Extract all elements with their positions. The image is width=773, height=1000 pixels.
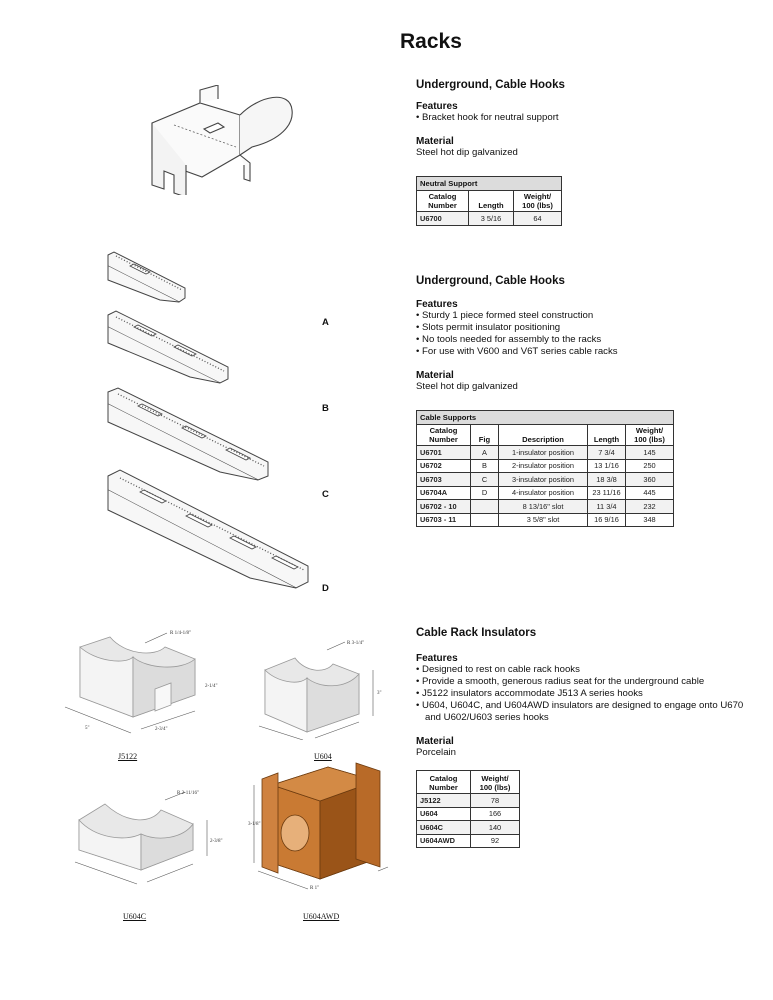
table-cell: 140 xyxy=(471,821,520,835)
table-cell: 1-insulator position xyxy=(499,446,588,460)
cable-support-b-illustration xyxy=(100,305,235,390)
table-row xyxy=(417,834,520,848)
material-label: Material xyxy=(416,370,454,381)
table-row xyxy=(417,794,520,808)
features-label: Features xyxy=(416,101,458,112)
table-caption: Neutral Support xyxy=(417,177,562,191)
table-cell: A xyxy=(471,446,499,460)
svg-text:5": 5" xyxy=(85,726,90,731)
bracket-hook-illustration xyxy=(140,85,300,195)
table-cell: 16 9/16 xyxy=(588,513,626,527)
table-cell: 445 xyxy=(626,486,674,500)
table-cell xyxy=(471,513,499,527)
table-cell: 92 xyxy=(471,834,520,848)
table-cell: U604C xyxy=(417,821,471,835)
table-row xyxy=(417,500,674,514)
table-cell: 18 3/8 xyxy=(588,473,626,487)
col-header-length: Length xyxy=(588,425,626,446)
insulator-u604-illustration xyxy=(255,630,395,740)
table-cell: 3 5/8" slot xyxy=(499,513,588,527)
col-header-catalog: Catalog Number xyxy=(417,771,471,794)
feature-item: • For use with V600 and V6T series cable racks xyxy=(416,346,766,358)
svg-text:2-3/8": 2-3/8" xyxy=(210,839,223,844)
table-cell: C xyxy=(471,473,499,487)
table-row xyxy=(417,473,674,487)
col-header-description: Description xyxy=(499,425,588,446)
insulators-table xyxy=(416,770,520,848)
col-header-catalog: Catalog Number xyxy=(417,425,471,446)
svg-text:R 1/4-1/8": R 1/4-1/8" xyxy=(170,631,192,636)
table-row xyxy=(417,821,520,835)
material-label: Material xyxy=(416,136,454,147)
features-label: Features xyxy=(416,653,458,664)
features-list xyxy=(416,310,766,358)
svg-text:R 3-1/4": R 3-1/4" xyxy=(347,641,365,646)
table-cell: U604AWD xyxy=(417,834,471,848)
section-title: Cable Rack Insulators xyxy=(416,627,537,639)
col-header-length: Length xyxy=(469,191,514,212)
section-rack-insulators xyxy=(416,627,761,759)
features-list xyxy=(416,112,756,124)
material-label: Material xyxy=(416,736,454,747)
svg-text:2-1/4": 2-1/4" xyxy=(205,684,218,689)
table-cell: 3 5/16 xyxy=(469,212,514,226)
section-title: Underground, Cable Hooks xyxy=(416,79,565,91)
table-cell: 64 xyxy=(514,212,562,226)
table-cell: B xyxy=(471,459,499,473)
table-cell xyxy=(471,500,499,514)
material-value: Steel hot dip galvanized xyxy=(416,147,518,158)
insulator-j5122-illustration xyxy=(55,625,240,740)
neutral-support-table xyxy=(416,176,562,226)
col-header-weight: Weight/ 100 (lbs) xyxy=(471,771,520,794)
table-cell: U6702 xyxy=(417,459,471,473)
table-cell: D xyxy=(471,486,499,500)
svg-text:3": 3" xyxy=(377,691,382,696)
feature-item: • Bracket hook for neutral support xyxy=(416,112,756,124)
feature-item: • No tools needed for assembly to the racks xyxy=(416,334,766,346)
section-neutral-support xyxy=(416,79,756,159)
table-cell: 7 3/4 xyxy=(588,446,626,460)
table-row xyxy=(417,459,674,473)
cable-support-d-illustration xyxy=(100,462,315,597)
features-list xyxy=(416,664,761,724)
caption-u604c: U604C xyxy=(123,912,147,921)
figure-letter-d: D xyxy=(322,583,329,594)
table-cell: 232 xyxy=(626,500,674,514)
table-cell: 360 xyxy=(626,473,674,487)
feature-item: • U604, U604C, and U604AWD insulators are designed to engage onto U670 and U602/U603 series hooks xyxy=(416,700,761,724)
caption-u604awd: U604AWD xyxy=(303,912,340,921)
insulator-u604c-illustration xyxy=(65,780,225,895)
table-cell: U6702 - 10 xyxy=(417,500,471,514)
feature-item: • Provide a smooth, generous radius seat for the underground cable xyxy=(416,676,761,688)
table-cell: U6704A xyxy=(417,486,471,500)
feature-item: • Sturdy 1 piece formed steel construction xyxy=(416,310,766,322)
caption-j5122: J5122 xyxy=(118,752,138,761)
table-cell: 23 11/16 xyxy=(588,486,626,500)
table-row xyxy=(417,446,674,460)
insulator-u604awd-illustration xyxy=(248,755,398,895)
table-cell: 166 xyxy=(471,807,520,821)
col-header-weight: Weight/ 100 (lbs) xyxy=(626,425,674,446)
cable-support-a-illustration xyxy=(100,250,195,310)
col-header-fig: Fig xyxy=(471,425,499,446)
col-header-catalog: Catalog Number xyxy=(417,191,469,212)
table-cell: 250 xyxy=(626,459,674,473)
table-cell: 78 xyxy=(471,794,520,808)
feature-item: • Designed to rest on cable rack hooks xyxy=(416,664,761,676)
section-cable-supports xyxy=(416,275,766,393)
table-cell: U6701 xyxy=(417,446,471,460)
section-title: Underground, Cable Hooks xyxy=(416,275,565,287)
svg-text:3-1/8": 3-1/8" xyxy=(248,822,261,827)
table-cell: U6703 xyxy=(417,473,471,487)
caption-u604: U604 xyxy=(314,752,332,761)
table-cell: 145 xyxy=(626,446,674,460)
material-value: Porcelain xyxy=(416,747,456,758)
table-row xyxy=(417,212,562,226)
figure-letter-c: C xyxy=(322,489,329,500)
figure-letter-a: A xyxy=(322,317,329,328)
svg-text:R 2-11/16": R 2-11/16" xyxy=(177,791,199,796)
table-cell: U604 xyxy=(417,807,471,821)
material-value: Steel hot dip galvanized xyxy=(416,381,518,392)
features-label: Features xyxy=(416,299,458,310)
table-row xyxy=(417,807,520,821)
table-cell: 13 1/16 xyxy=(588,459,626,473)
table-cell: 3-insulator position xyxy=(499,473,588,487)
table-row xyxy=(417,513,674,527)
table-cell: J5122 xyxy=(417,794,471,808)
feature-item: • Slots permit insulator positioning xyxy=(416,322,766,334)
cable-supports-table xyxy=(416,410,674,527)
svg-text:R 1": R 1" xyxy=(310,886,320,891)
svg-text:2-3/4": 2-3/4" xyxy=(155,727,168,732)
table-cell: 11 3/4 xyxy=(588,500,626,514)
table-cell: 2-insulator position xyxy=(499,459,588,473)
col-header-weight: Weight/ 100 (lbs) xyxy=(514,191,562,212)
feature-item: • J5122 insulators accommodate J513 A series hooks xyxy=(416,688,761,700)
table-cell: U6703 - 11 xyxy=(417,513,471,527)
table-cell: 4-insulator position xyxy=(499,486,588,500)
table-row xyxy=(417,486,674,500)
table-cell: 8 13/16" slot xyxy=(499,500,588,514)
table-cell: 348 xyxy=(626,513,674,527)
table-caption: Cable Supports xyxy=(417,411,674,425)
table-cell: U6700 xyxy=(417,212,469,226)
page-title: Racks xyxy=(400,30,462,53)
figure-letter-b: B xyxy=(322,403,329,414)
